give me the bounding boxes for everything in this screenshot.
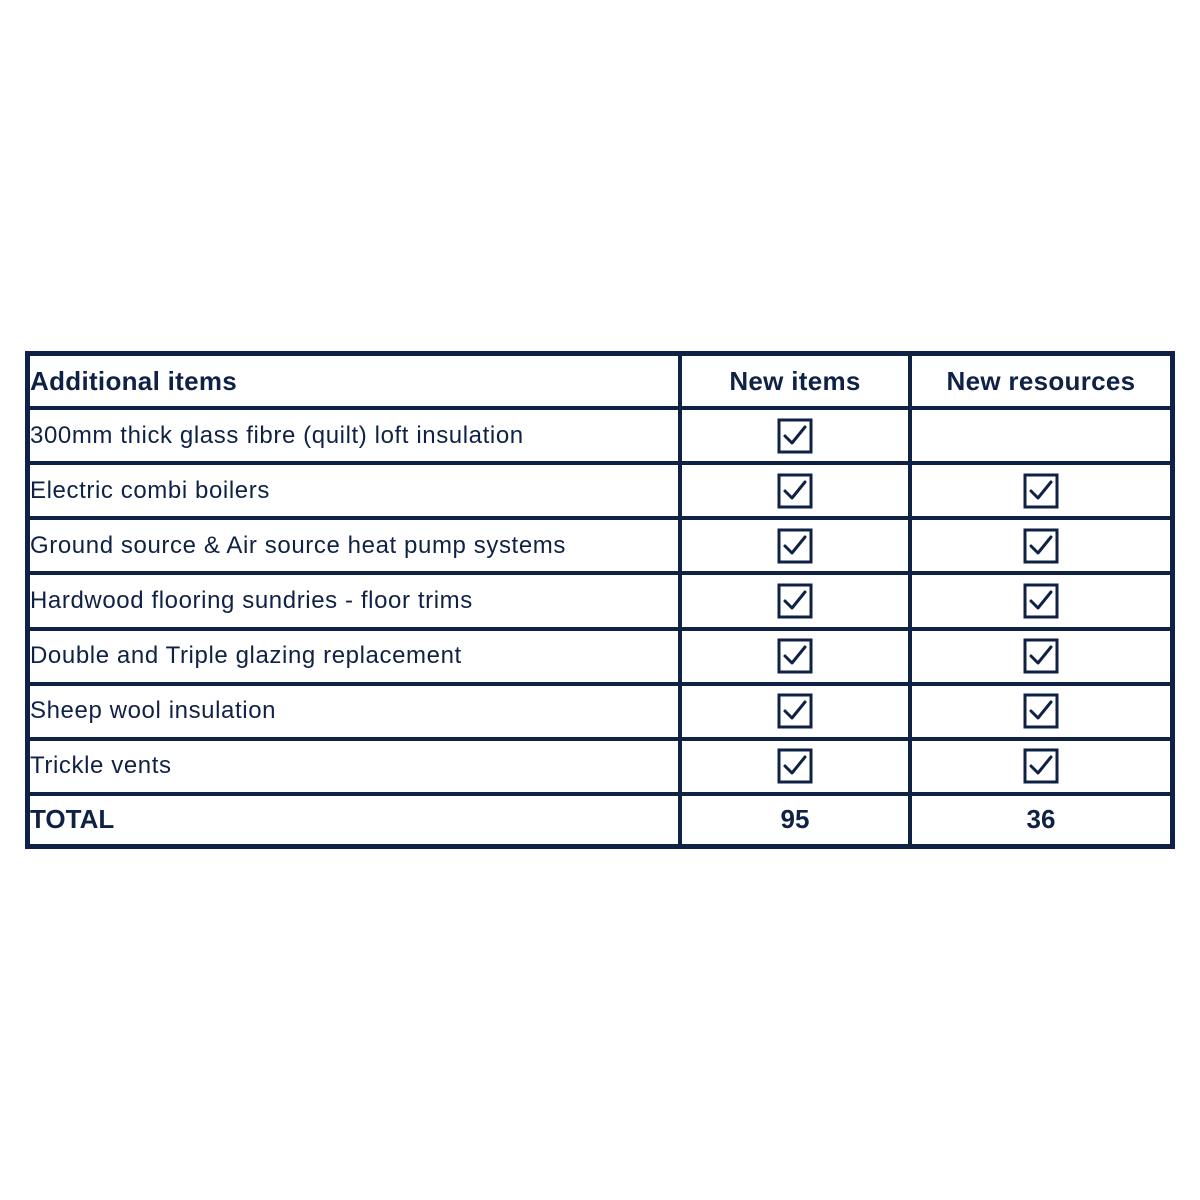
item-label: Electric combi boilers: [30, 463, 680, 518]
total-new-items: 95: [680, 794, 910, 844]
table-row: [30, 629, 1170, 684]
table-row: [30, 408, 1170, 463]
item-label: Sheep wool insulation: [30, 684, 680, 739]
new-resources-cell: [910, 573, 1170, 628]
table-row: [30, 518, 1170, 573]
new-resources-cell: [910, 739, 1170, 794]
new-items-cell: [680, 408, 910, 463]
checkbox-checked-icon: [1023, 638, 1059, 674]
table-row: [30, 739, 1170, 794]
checkbox-checked-icon: [1023, 693, 1059, 729]
item-label: Ground source & Air source heat pump systems: [30, 518, 680, 573]
checkbox-checked-icon: [777, 528, 813, 564]
checkbox-checked-icon: [1023, 473, 1059, 509]
checkbox-checked-icon: [1023, 748, 1059, 784]
table-row: [30, 573, 1170, 628]
checkbox-checked-icon: [777, 473, 813, 509]
table-total-row: [30, 794, 1170, 844]
new-items-cell: [680, 684, 910, 739]
item-label: Hardwood flooring sundries - floor trims: [30, 573, 680, 628]
item-label: 300mm thick glass fibre (quilt) loft insulation: [30, 408, 680, 463]
new-items-cell: [680, 739, 910, 794]
total-new-resources: 36: [910, 794, 1170, 844]
checkbox-checked-icon: [777, 583, 813, 619]
new-resources-cell: [910, 629, 1170, 684]
header-new-resources: New resources: [910, 356, 1170, 408]
checkbox-checked-icon: [777, 638, 813, 674]
new-resources-cell: [910, 518, 1170, 573]
checkbox-checked-icon: [777, 693, 813, 729]
new-resources-cell: [910, 408, 1170, 463]
table-row: [30, 684, 1170, 739]
checkbox-checked-icon: [777, 418, 813, 454]
header-additional-items: Additional items: [30, 356, 680, 408]
item-label: Double and Triple glazing replacement: [30, 629, 680, 684]
header-new-items: New items: [680, 356, 910, 408]
new-items-cell: [680, 463, 910, 518]
checkbox-checked-icon: [1023, 583, 1059, 619]
new-items-cell: [680, 518, 910, 573]
new-resources-cell: [910, 684, 1170, 739]
additional-items-table: [30, 356, 1170, 844]
total-label: TOTAL: [30, 794, 680, 844]
item-label: Trickle vents: [30, 739, 680, 794]
table-header-row: [30, 356, 1170, 408]
new-resources-cell: [910, 463, 1170, 518]
new-items-cell: [680, 573, 910, 628]
checkbox-checked-icon: [777, 748, 813, 784]
additional-items-table-frame: [25, 351, 1175, 849]
table-row: [30, 463, 1170, 518]
checkbox-checked-icon: [1023, 528, 1059, 564]
new-items-cell: [680, 629, 910, 684]
